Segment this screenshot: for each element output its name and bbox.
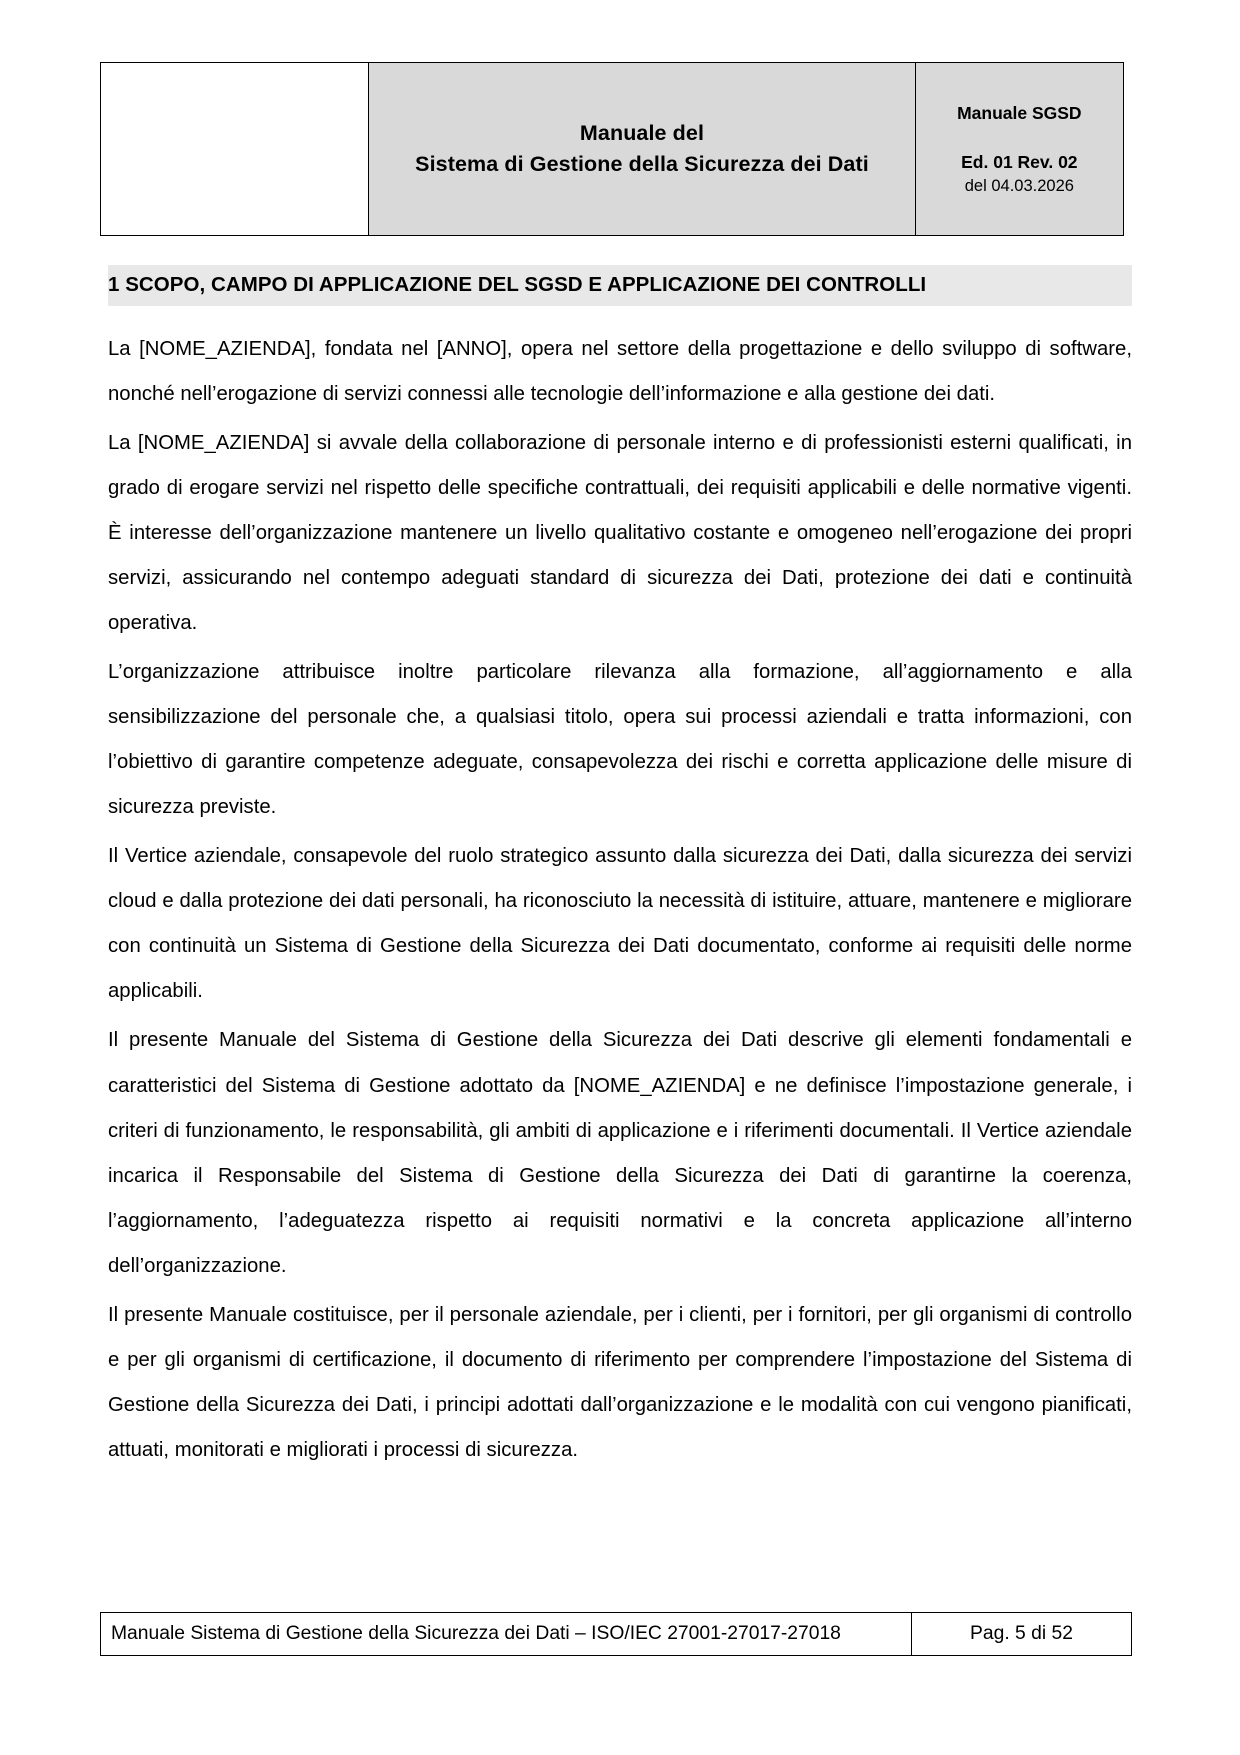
document-header-table — [100, 62, 1124, 236]
footer-page-number: Pag. 5 di 52 — [912, 1613, 1132, 1656]
header-row — [101, 63, 1124, 236]
header-doc-code: Manuale SGSD — [957, 102, 1082, 123]
paragraph: Il Vertice aziendale, consapevole del ruolo strategico assunto dalla sicurezza dei Dati, dalla sicurezza dei servizi cloud e dalla protezione dei dati personali, ha riconosciuto la necessità di istituire, attuare, mantenere e migliorare con continuità un Sistema di Gestione della Sicurezza dei Dati documentato, conforme ai requisiti delle norme applicabili. — [108, 845, 1132, 1003]
paragraph: La [NOME_AZIENDA] si avvale della collaborazione di personale interno e di professionisti esterni qualificati, in grado di erogare servizi nel rispetto delle specifiche contrattuali, dei requisiti applicabili e delle normative vigenti. È interesse dell’organizzazione mantenere un livello qualitativo costante e omogeneo nell’erogazione dei propri servizi, assicurando nel contempo adeguati standard di sicurezza dei Dati, protezione dei dati e continuità operativa. — [108, 431, 1132, 635]
footer-document-title: Manuale Sistema di Gestione della Sicurezza dei Dati – ISO/IEC 27001-27017-27018 — [101, 1613, 912, 1656]
header-title-line1: Manuale del — [579, 120, 705, 145]
footer-row — [101, 1613, 1132, 1656]
document-body — [108, 327, 1132, 1473]
paragraph: L’organizzazione attribuisce inoltre particolare rilevanza alla formazione, all’aggiornamento e alla sensibilizzazione del personale che, a qualsiasi titolo, opera sui processi aziendali e tratta informazioni, con l’obiettivo di garantire competenze adeguate, consapevolezza dei rischi e corretta applicazione delle misure di sicurezza previste. — [108, 661, 1132, 819]
header-title-cell — [369, 63, 915, 236]
document-footer-table — [100, 1612, 1132, 1656]
header-logo-cell — [101, 63, 369, 236]
paragraph: Il presente Manuale costituisce, per il personale aziendale, per i clienti, per i fornitori, per gli organismi di controllo e per gli organismi di certificazione, il documento di riferimento per comprendere l’impostazione del Sistema di Gestione della Sicurezza dei Dati, i principi adottati dall’organizzazione e le modalità con cui vengono pianificati, attuati, monitorati e migliorati i processi di sicurezza. — [108, 1303, 1132, 1461]
header-meta-cell — [915, 63, 1123, 236]
section-heading: 1 SCOPO, CAMPO DI APPLICAZIONE DEL SGSD E APPLICAZIONE DEI CONTROLLI — [108, 265, 1132, 306]
paragraph: La [NOME_AZIENDA], fondata nel [ANNO], opera nel settore della progettazione e dello sviluppo di software, nonché nell’erogazione di servizi connessi alle tecnologie dell’informazione e alla gestione dei dati. — [108, 337, 1132, 405]
header-title-line2: Sistema di Gestione della Sicurezza dei Dati — [415, 152, 869, 176]
header-revision: Ed. 01 Rev. 02 — [961, 152, 1078, 173]
header-revision-date: del 04.03.2026 — [964, 176, 1074, 195]
paragraph: Il presente Manuale del Sistema di Gestione della Sicurezza dei Dati descrive gli elementi fondamentali e caratteristici del Sistema di Gestione adottato da [NOME_AZIENDA] e ne definisce l’impostazione generale, i criteri di funzionamento, le responsabilità, gli ambiti di applicazione e i riferimenti documentali. Il Vertice aziendale incarica il Responsabile del Sistema di Gestione della Sicurezza dei Dati di garantirne la coerenza, l’aggiornamento, l’adeguatezza rispetto ai requisiti normativi e la concreta applicazione all’interno dell’organizzazione. — [108, 1029, 1132, 1277]
